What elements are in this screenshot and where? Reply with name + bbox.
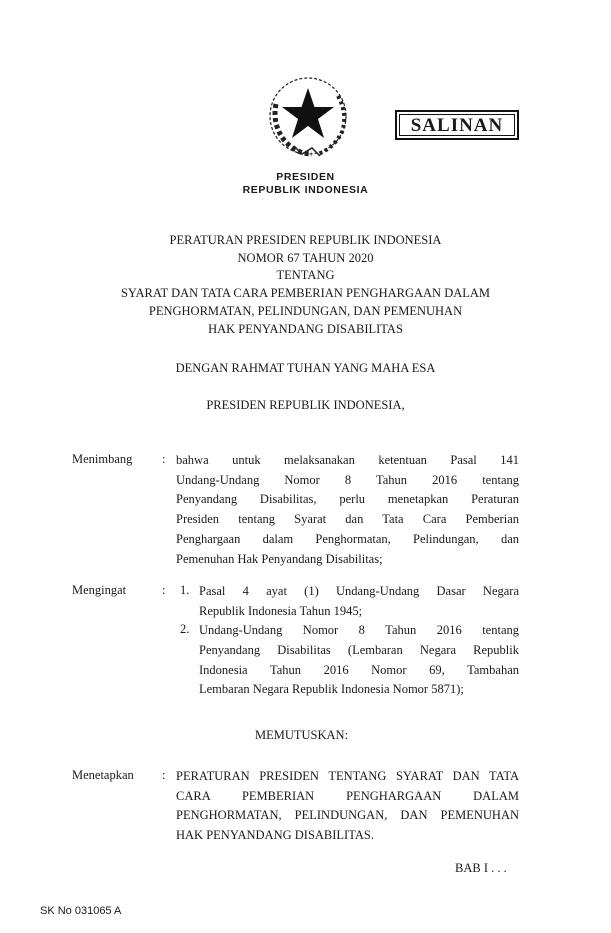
mengingat-item-number: 2.: [180, 622, 190, 636]
menimbang-label: Menimbang: [72, 452, 133, 466]
menetapkan-text: [176, 767, 519, 846]
menimbang-colon: :: [162, 452, 166, 466]
mengingat-item-2: [199, 621, 519, 700]
president-line: PRESIDEN REPUBLIK INDONESIA,: [206, 398, 405, 412]
menetapkan-colon: :: [162, 768, 166, 782]
stamp-label: SALINAN: [399, 114, 515, 136]
menimbang-line: Pemenuhan Hak Penyandang Disabilitas;: [176, 551, 383, 566]
mengingat-label: Mengingat: [72, 583, 127, 597]
mengingat-line: Pasal 4 ayat (1) Undang-Undang Dasar Negara: [199, 584, 519, 598]
menimbang-line: Penyandang Disabilitas, perlu menetapkan Peraturan: [176, 492, 519, 507]
regulation-subject-line1: SYARAT DAN TATA CARA PEMBERIAN PENGHARGAAN DALAM: [120, 286, 491, 300]
menetapkan-label: Menetapkan: [72, 768, 134, 782]
regulation-subject-line2: PENGHORMATAN, PELINDUNGAN, DAN PEMENUHAN: [148, 304, 463, 318]
menimbang-line: bahwa untuk melaksanakan ketentuan Pasal 141: [176, 453, 519, 467]
mengingat-line: Lembaran Negara Republik Indonesia Nomor 5871);: [199, 682, 464, 697]
letterhead-presiden: PRESIDEN: [276, 171, 335, 183]
menetapkan-line: CARA PEMBERIAN PENGHARGAAN DALAM: [176, 788, 519, 803]
blessing-line: DENGAN RAHMAT TUHAN YANG MAHA ESA: [175, 361, 436, 375]
salinan-stamp: [395, 110, 519, 140]
menetapkan-line: HAK PENYANDANG DISABILITAS.: [176, 828, 374, 843]
mengingat-line: Penyandang Disabilitas (Lembaran Negara Republik: [199, 642, 519, 657]
garuda-emblem-icon: [266, 74, 350, 158]
regulation-title: PERATURAN PRESIDEN REPUBLIK INDONESIA: [169, 233, 442, 247]
mengingat-line: Republik Indonesia Tahun 1945;: [199, 603, 363, 618]
menetapkan-line: PENGHORMATAN, PELINDUNGAN, DAN PEMENUHAN: [176, 808, 519, 823]
letterhead-republik: REPUBLIK INDONESIA: [242, 184, 369, 196]
mengingat-line: Undang-Undang Nomor 8 Tahun 2016 tentang: [199, 623, 519, 637]
mengingat-item-1: [199, 582, 519, 622]
document-code: SK No 031065 A: [40, 905, 122, 917]
menetapkan-line: PERATURAN PRESIDEN TENTANG SYARAT DAN TATA: [176, 769, 519, 783]
regulation-tentang: TENTANG: [276, 268, 335, 282]
menimbang-line: Presiden tentang Syarat dan Tata Cara Pemberian: [176, 512, 519, 527]
continuation-marker: BAB I . . .: [455, 861, 507, 875]
menimbang-text: [176, 451, 519, 569]
regulation-subject-line3: HAK PENYANDANG DISABILITAS: [208, 322, 403, 336]
menimbang-line: Undang-Undang Nomor 8 Tahun 2016 tentang: [176, 472, 519, 487]
menimbang-line: Penghargaan dalam Penghormatan, Pelindungan, dan: [176, 531, 519, 546]
mengingat-colon: :: [162, 583, 166, 597]
mengingat-line: Indonesia Tahun 2016 Nomor 69, Tambahan: [199, 662, 519, 677]
mengingat-item-number: 1.: [180, 583, 190, 597]
regulation-number: NOMOR 67 TAHUN 2020: [237, 251, 374, 265]
memutuskan-heading: MEMUTUSKAN:: [255, 728, 349, 742]
